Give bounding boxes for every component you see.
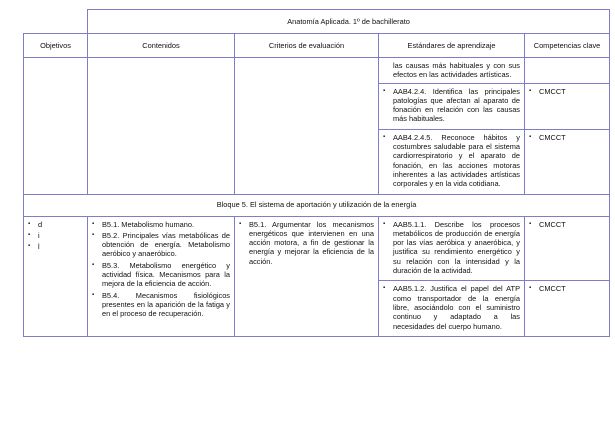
block-heading: Bloque 5. El sistema de aportación y utilización de la energía [24,194,610,216]
objective-item: ▪ d [28,220,83,229]
content-item: ▪ B5.4. Mecanismos fisiológicos presentes en la aparición de la fatiga y en el proceso de recuperación. [92,291,230,319]
objective-item: ▪ i [28,231,83,240]
competence-item: ▪ CMCCT [529,133,605,142]
table-row [24,216,610,281]
competence-item: ▪ CMCCT [529,284,605,293]
standard-item: ▪ AAB4.2.4. Identifica las principales patologías que afectan al aparato de fonación en relación con las causas más habituales. [383,87,520,124]
objective-item: ▪ l [28,242,83,251]
content-item: ▪ B5.2. Principales vías metabólicas de obtención de energía. Metabolismo aeróbico y anaeróbico. [92,231,230,259]
content-item: ▪ B5.3. Metabolismo energético y actividad física. Mecanismos para la mejora de la eficiencia de acción. [92,261,230,289]
curriculum-table [23,9,610,337]
header-contenidos: Contenidos [88,34,235,58]
competence-item: ▪ CMCCT [529,220,605,229]
competence-cell [525,58,610,84]
content-item: ▪ B5.1. Metabolismo humano. [92,220,230,229]
standard-item: ▪ AAB5.1.2. Justifica el papel del ATP como transportador de la energía libre, asociándolo con el suministro continuo y adaptado a las necesidades del cuerpo humano. [383,284,520,330]
criterios-cell [235,58,379,195]
objetivos-cell [24,58,88,195]
competence-item: ▪ CMCCT [529,87,605,96]
standard-continuation: las causas más habituales y con sus efectos en las actividades artísticas. [379,58,525,84]
header-estandares: Estándares de aprendizaje [379,34,525,58]
header-objetivos: Objetivos [24,34,88,58]
table-title: Anatomía Aplicada. 1º de bachillerato [88,10,610,34]
standard-item: ▪ AAB5.1.1. Describe los procesos metabólicos de producción de energía por las vías aeróbica y anaeróbica, y justifica su rendimiento energético y su relación con la intensidad y la duración de la actividad. [383,220,520,276]
standard-item: ▪ AAB4.2.4.5. Reconoce hábitos y costumbres saludable para el sistema cardiorrespiratorio y el aparato de fonación, en las acciones motoras inherentes a las actividades artísticas corporales y en la vida cotidiana. [383,133,520,189]
header-competencias: Competencias clave [525,34,610,58]
criterion-item: ▪ B5.1. Argumentar los mecanismos energéticos que intervienen en una acción motora, a fin de gestionar la energía y mejorar la eficiencia de la acción. [239,220,374,266]
contenidos-cell [88,58,235,195]
table-row [24,58,610,84]
empty-corner [24,10,88,34]
header-criterios: Criterios de evaluación [235,34,379,58]
